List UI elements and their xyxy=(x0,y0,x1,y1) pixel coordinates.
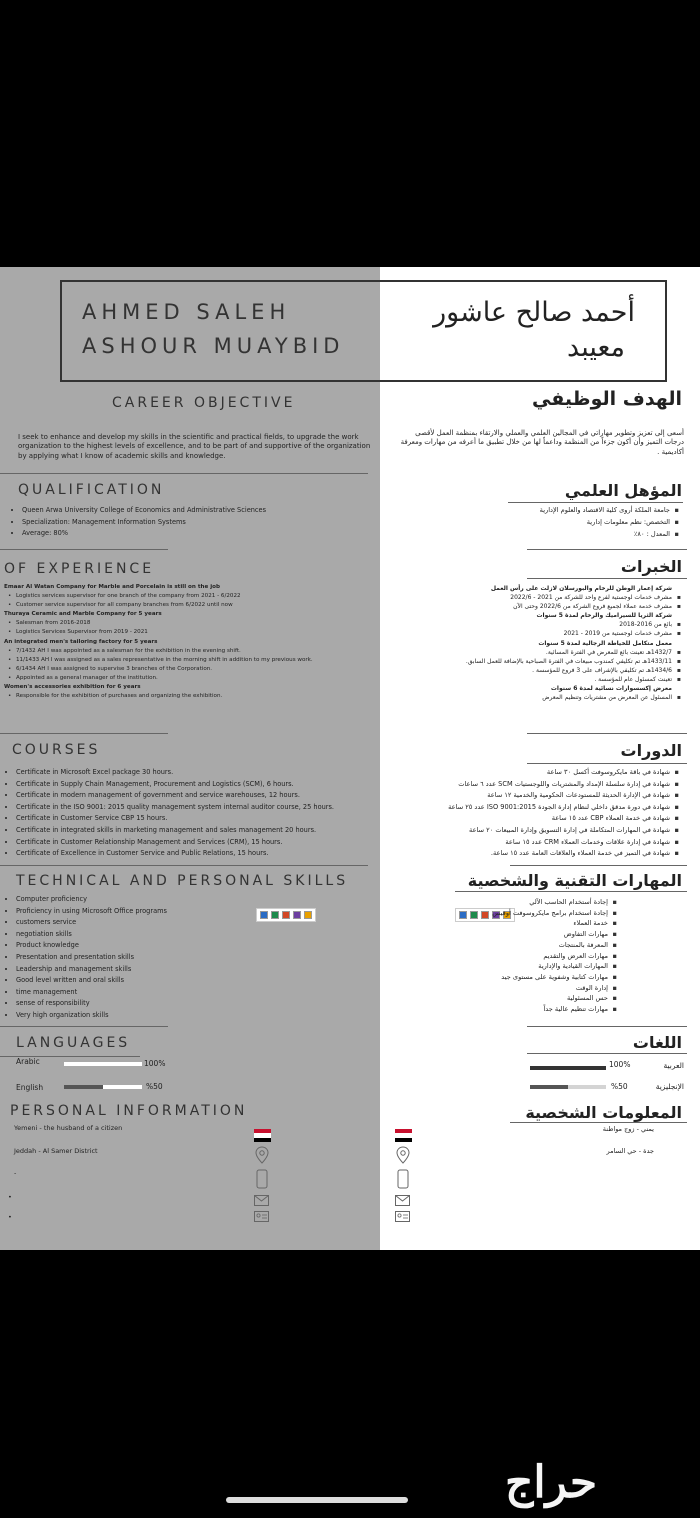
divider xyxy=(510,865,687,866)
divider xyxy=(455,891,687,892)
languages-title-ar: اللغات xyxy=(632,1033,682,1052)
experience-list-en xyxy=(2,583,313,701)
location-pin-icon xyxy=(255,1146,269,1164)
list-item: • Very high organization skills xyxy=(16,1010,167,1022)
list-item: • Certificate in integrated skills in marketing management and sales management 20 hours. xyxy=(16,825,334,837)
divider xyxy=(527,733,687,734)
address-ar: جدة - حي السامر xyxy=(606,1147,654,1155)
career-text-ar: أسعى إلى تعزيز وتطوير مهاراتي في المجالين العلمي والعملي والارتقاء بمنظمة العمل لأقصى درجات التميز وأن أكون جزءاً من المنظمة وداعماً لها من خلال تطبيق ما أعرفه من مهارات ومعرفة أكاديمية . xyxy=(400,429,684,456)
list-item: ▪ 1432/7هـ تعينت بائع للمعرض في الفترة المسائية. xyxy=(466,648,672,657)
language-level: 100% xyxy=(609,1060,631,1069)
list-item: ▪ مهارات التفاوض xyxy=(492,929,608,940)
language-name: الإنجليزية xyxy=(655,1082,684,1091)
list-item: ▪ مشرف خدمة عملاء لجميع فروع الشركة من 2022/6 وحتى الآن xyxy=(466,602,672,611)
experience-title-ar: الخبرات xyxy=(620,557,682,576)
yemen-flag-icon xyxy=(254,1129,271,1142)
list-item: • Good level written and oral skills xyxy=(16,975,167,987)
list-item: • sense of responsibility xyxy=(16,998,167,1010)
list-item: ▪ شهادة في المهارات المتكاملة في إدارة التسويق وإدارة المبيعات ٢٠ ساعة xyxy=(448,825,670,837)
list-item: معرض إكسسوارات نسائية لمدة 6 سنوات xyxy=(550,685,672,693)
divider xyxy=(508,502,683,503)
phone-icon xyxy=(256,1169,268,1189)
list-item: • Computer proficiency xyxy=(16,894,167,906)
language-bar-fill xyxy=(530,1085,568,1089)
office-apps-icon xyxy=(256,908,316,922)
location-pin-icon xyxy=(396,1146,410,1164)
divider xyxy=(527,1026,687,1027)
personal-title-ar: المعلومات الشخصية xyxy=(525,1103,682,1122)
language-level: %50 xyxy=(146,1082,163,1091)
list-item: • 7/1432 AH I was appointed as a salesman for the exhibition in the evening shift. xyxy=(2,647,313,656)
list-item: • time management xyxy=(16,987,167,999)
list-item: • Appointed as a general manager of the institution. xyxy=(2,674,313,683)
list-item: ▪ المهارات القيادية والإدارية xyxy=(492,961,608,972)
name-en-line2: ASHOUR MUAYBID xyxy=(82,334,345,358)
list-item: • negotiation skills xyxy=(16,929,167,941)
address-en: Jeddah - Al Samer District xyxy=(14,1147,98,1155)
list-item: An integrated men's tailoring factory for 5 years xyxy=(4,638,158,645)
list-item: ▪ مشرف خدمات لوجستية لفرع واحد للشركة من 2021 - 2022/6 xyxy=(466,593,672,602)
career-text-en: I seek to enhance and develop my skills in the scientific and practical fields, to upgrade the work organization to the highest levels of excellence, and to be part of and supportive of the organization by applying what I know of academic skills and knowledge. xyxy=(18,433,371,460)
courses-list-ar xyxy=(448,767,682,860)
list-item: ▪ شهادة في خدمة العملاء CBP عدد ١٥ ساعة xyxy=(448,813,670,825)
languages-title-en: LANGUAGES xyxy=(16,1035,131,1051)
resume-page: AHMED SALEH ASHOUR MUAYBID أحمد صالح عاشور معيبد CAREER OBJECTIVE الهدف الوظيفي I seek to enhance and develop my skills in the scientific and practical fields, to upgrade the work organization to the highest levels of excellence, and to be part of and supportive of the organization by applying what I know of academic skills and knowledge. أسعى إلى تعزيز وتطوير مهاراتي في المجالين العلمي والعملي والارتقاء بمنظمة العمل لأقصى درجات التميز وأن أكون جزءاً من المنظمة وداعماً لها من خلال تطبيق ما أعرفه من مهارات ومعرفة أكاديمية . QUALIFICATION المؤهل العلمي • Queen Arwa University College of Economics and Administrative Sciences • Specialization: Management Information Systems • Average: 80% ▪ جامعة الملكة أروى كلية الاقتصاد والعلوم الإدارية ▪ التخصص: نظم معلومات إدارية ▪ المعدل : ٨٠٪ OF EXPERIENCE الخبرات Emaar Al Watan Company for Marble and Porcelain is still on the job • Logistics services supervisor for one branch of the company from 2021 - 6/2022 • Customer service supervisor for all company branches from 6/2022 until now Thuraya Ceramic and Marble Company for 5 years • Salesman from 2016-2018 • Logistics Services Supervisor from 2019 - 2021 An integrated men's tailoring factory for 5 years • 7/1432 AH I was appointed as a salesman for the exhibition in the evening shift. • 11/1433 AH I was assigned as a sales representative in the morning shift in addition to my previous work. • 6/1434 AH I was assigned to supervise 3 branches of the Corporation. • Appointed as a general manager of the institution. Women's accessories exhibition for 6 years • Responsible for the exhibition of purchases and organizing the exhibition. شركة إعمار الوطن للرخام والبورسلان لازلت على رأس العمل ▪ مشرف خدمات لوجستية لفرع واحد للشركة من 2021 - 2022/6 ▪ مشرف خدمة عملاء لجميع فروع الشركة من 2022/6 وحتى الآن شركة الثريا للسيراميك والرخام لمدة 5 سنوات ▪ بائع من 2016-2018 ▪ مشرف خدمات لوجستية من 2019 - 2021 معمل متكامل للخياطة الرجالية لمدة 5 سنوات ▪ 1432/7هـ تعينت بائع للمعرض في الفترة المسائية. ▪ 1433/11هـ تم تكليفي كمندوب مبيعات في الفترة الصباحية بالإضافة للعمل السابق. ▪ 1434/6هـ تم تكليفي بالإشراف على 3 فروع للمؤسسة . ▪ تعينت كمسئول عام للمؤسسة . معرض إكسسوارات نسائية لمدة 6 سنوات ▪ المسئول عن المعرض من مشتريات وتنظيم المعرض COURSES الدورات • Certificate in Microsoft Excel package 30 hours. • Certificate in Supply Chain Management, Procurement and Logistics (SCM), 6 hours. • Certificate in modern management of government and service warehouses, 12 hours. • Certificate in the ISO 9001: 2015 quality management system internal auditor course, 25 hours. • Certificate in Customer Service CBP 15 hours. • Certificate in integrated skills in marketing management and sales management 20 hours. • Certificate in Customer Relationship Management and Services (CRM), 15 hours. • Certificate of Excellence in Customer Service and Public Relations, 15 hours. ▪ شهادة في باقة مايكروسوفت أكسل ٣٠ ساعة ▪ شهادة في إدارة سلسلة الإمداد والمشتريات واللوجستيات SCM عدد ٦ ساعات ▪ شهادة في الإدارة الحديثة للمستودعات الحكومية والخدمية ١٢ ساعة ▪ شهادة في دورة مدقق داخلي لنظام إدارة الجودة ISO 9001:2015 عدد ٢٥ ساعة ▪ شهادة في خدمة العملاء CBP عدد ١٥ ساعة ▪ شهادة في المهارات المتكاملة في إدارة التسويق وإدارة المبيعات ٢٠ ساعة ▪ شهادة في إدارة علاقات وخدمات العملاء CRM عدد ١٥ ساعة ▪ شهادة في التميز في خدمة العملاء والعلاقات العامة عدد ١٥ ساعة. TECHNICAL AND PERSONAL SKILLS المهارات التقنية والشخصية • Computer proficiency • Proficiency in using Microsoft Office programs • customers service • negotiation skills • Product knowledge • Presentation and presentation skills • Leadership and management skills • Good level written and oral skills • time management • sense of responsibility • Very high organization skills ▪ إجادة أستخدام الحاسب الآلي ▪ إجادة استخدام برامج مايكروسوفت أوفيس ▪ خدمة العملاء ▪ مهارات التفاوض ▪ المعرفة بالمنتجات ▪ مهارات العرض والتقديم ▪ المهارات القيادية والإدارية ▪ مهارات كتابية وشفوية على مستوى جيد ▪ إدارة الوقت ▪ حس المسئولية ▪ مهارات تنظيم عالية جداً LANGUAGES اللغات Arabic 100% English %50 100% العربية %50 الإنجليزية PERSONAL INFORMATION المعلومات الشخصية Yemeni - the husband of a citizen Jeddah - Al Samer District - • • يمني - زوج مواطنة جدة - حي السامر xyxy=(0,267,700,1250)
courses-list-en xyxy=(2,767,334,860)
list-item: • Salesman from 2016-2018 xyxy=(2,619,313,628)
list-item: • Certificate in Customer Relationship Management and Services (CRM), 15 hours. xyxy=(16,837,334,849)
skills-title-ar: المهارات التقنية والشخصية xyxy=(467,871,682,890)
list-item: • Certificate in modern management of government and service warehouses, 12 hours. xyxy=(16,790,334,802)
name-ar-line2: معيبد xyxy=(567,332,625,363)
list-item: • 11/1433 AH I was assigned as a sales representative in the morning shift in addition to my previous work. xyxy=(2,656,313,665)
list-item: ▪ مهارات كتابية وشفوية على مستوى جيد xyxy=(492,972,608,983)
haraj-watermark: حراج xyxy=(505,1457,598,1508)
list-item: شركة إعمار الوطن للرخام والبورسلان لازلت على رأس العمل xyxy=(490,585,672,592)
divider xyxy=(527,1053,687,1054)
language-bar-fill xyxy=(64,1062,142,1066)
qualification-title-en: QUALIFICATION xyxy=(18,482,165,498)
language-bar-fill xyxy=(103,1085,142,1089)
divider xyxy=(0,865,368,866)
list-item: ▪ تعينت كمسئول عام للمؤسسة . xyxy=(466,675,672,684)
career-title-en: CAREER OBJECTIVE xyxy=(112,395,296,411)
courses-title-en: COURSES xyxy=(12,742,101,758)
qualification-title-ar: المؤهل العلمي xyxy=(564,481,682,500)
list-item: ▪ جامعة الملكة أروى كلية الاقتصاد والعلوم الإدارية xyxy=(540,505,670,517)
list-item: • Certificate in Customer Service CBP 15 hours. xyxy=(16,813,334,825)
language-name: العربية xyxy=(663,1061,684,1070)
list-item: • Queen Arwa University College of Economics and Administrative Sciences xyxy=(22,505,266,517)
home-indicator[interactable] xyxy=(226,1497,408,1503)
name-box xyxy=(60,280,667,382)
list-item: ▪ مهارات تنظيم عالية جداً xyxy=(492,1004,608,1015)
name-ar-line1: أحمد صالح عاشور xyxy=(433,297,635,328)
qualification-list-ar xyxy=(540,505,682,540)
list-item: ▪ خدمة العملاء xyxy=(492,918,608,929)
experience-title-en: OF EXPERIENCE xyxy=(4,561,155,577)
id-card-icon xyxy=(254,1211,269,1222)
phone-icon xyxy=(397,1169,409,1189)
nationality-en: Yemeni - the husband of a citizen xyxy=(14,1124,123,1132)
list-item: Emaar Al Watan Company for Marble and Porcelain is still on the job xyxy=(4,584,220,590)
list-item: ▪ بائع من 2016-2018 xyxy=(466,620,672,629)
skills-list-en xyxy=(2,894,167,1022)
list-item: • Leadership and management skills xyxy=(16,964,167,976)
list-item: ▪ إدارة الوقت xyxy=(492,983,608,994)
divider xyxy=(0,733,168,734)
language-level: %50 xyxy=(611,1082,628,1091)
experience-list-ar xyxy=(466,584,684,702)
language-name: Arabic xyxy=(16,1057,40,1066)
list-item: ▪ المعدل : ٨٠٪ xyxy=(540,529,670,541)
courses-title-ar: الدورات xyxy=(620,741,682,760)
language-name: English xyxy=(16,1083,44,1092)
list-item: • Average: 80% xyxy=(22,528,266,540)
list-item: Thuraya Ceramic and Marble Company for 5 years xyxy=(4,611,162,618)
list-item: ▪ المعرفة بالمنتجات xyxy=(492,940,608,951)
email-icon xyxy=(395,1195,410,1206)
list-item: ▪ مهارات العرض والتقديم xyxy=(492,951,608,962)
language-bar-fill xyxy=(530,1066,606,1070)
list-item: ▪ التخصص: نظم معلومات إدارية xyxy=(540,517,670,529)
id-card-icon xyxy=(395,1211,410,1222)
name-en-line1: AHMED SALEH xyxy=(82,300,291,324)
divider xyxy=(527,763,687,764)
qualification-list-en xyxy=(8,505,266,540)
list-item: • Certificate in the ISO 9001: 2015 quality management system internal auditor course, 25 hours. xyxy=(16,802,334,814)
divider xyxy=(527,578,687,579)
list-item: • Certificate of Excellence in Customer Service and Public Relations, 15 hours. xyxy=(16,848,334,860)
list-item: ▪ 1433/11هـ تم تكليفي كمندوب مبيعات في الفترة الصباحية بالإضافة للعمل السابق. xyxy=(466,657,672,666)
list-item: • Certificate in Microsoft Excel package 30 hours. xyxy=(16,767,334,779)
list-item: • Logistics Services Supervisor from 2019 - 2021 xyxy=(2,628,313,637)
list-item: ▪ شهادة في الإدارة الحديثة للمستودعات الحكومية والخدمية ١٢ ساعة xyxy=(448,790,670,802)
list-item: ▪ شهادة في دورة مدقق داخلي لنظام إدارة الجودة ISO 9001:2015 عدد ٢٥ ساعة xyxy=(448,802,670,814)
list-item: ▪ حس المسئولية xyxy=(492,993,608,1004)
list-item: ▪ مشرف خدمات لوجستية من 2019 - 2021 xyxy=(466,629,672,638)
divider xyxy=(527,549,687,550)
list-item: • Proficiency in using Microsoft Office programs xyxy=(16,906,167,918)
language-level: 100% xyxy=(144,1059,166,1068)
list-item: معمل متكامل للخياطة الرجالية لمدة 5 سنوات xyxy=(538,639,672,647)
phone-en: - xyxy=(14,1169,17,1177)
list-item: • Customer service supervisor for all company branches from 6/2022 until now xyxy=(2,601,313,610)
divider xyxy=(0,473,368,474)
divider xyxy=(0,549,168,550)
list-item: ▪ شهادة في باقة مايكروسوفت أكسل ٣٠ ساعة xyxy=(448,767,670,779)
personal-title-en: PERSONAL INFORMATION xyxy=(10,1103,248,1119)
list-item: • 6/1434 AH I was assigned to supervise 3 branches of the Corporation. xyxy=(2,665,313,674)
list-item: Women's accessories exhibition for 6 years xyxy=(4,684,141,691)
list-item: ▪ إجادة أستخدام الحاسب الآلي xyxy=(492,897,608,908)
list-item: • Presentation and presentation skills xyxy=(16,952,167,964)
list-item: ▪ شهادة في إدارة سلسلة الإمداد والمشتريات واللوجستيات SCM عدد ٦ ساعات xyxy=(448,779,670,791)
list-item: • Responsible for the exhibition of purchases and organizing the exhibition. xyxy=(2,692,313,701)
skills-title-en: TECHNICAL AND PERSONAL SKILLS xyxy=(16,873,349,889)
email-icon xyxy=(254,1195,269,1206)
list-item: • customers service xyxy=(16,917,167,929)
list-item: ▪ إجادة استخدام برامج مايكروسوفت أوفيس xyxy=(492,908,608,919)
nationality-ar: يمني - زوج مواطنة xyxy=(602,1125,654,1133)
career-title-ar: الهدف الوظيفي xyxy=(532,388,682,410)
list-item: ▪ 1434/6هـ تم تكليفي بالإشراف على 3 فروع للمؤسسة . xyxy=(466,666,672,675)
list-item: • Product knowledge xyxy=(16,940,167,952)
list-item: ▪ شهادة في التميز في خدمة العملاء والعلاقات العامة عدد ١٥ ساعة. xyxy=(448,848,670,860)
skills-list-ar xyxy=(492,897,620,1015)
list-item: ▪ المسئول عن المعرض من مشتريات وتنظيم المعرض xyxy=(466,693,672,702)
list-item: ▪ شهادة في إدارة علاقات وخدمات العملاء CRM عدد ١٥ ساعة xyxy=(448,837,670,849)
divider xyxy=(510,1122,687,1123)
yemen-flag-icon xyxy=(395,1129,412,1142)
list-item: • Logistics services supervisor for one branch of the company from 2021 - 6/2022 xyxy=(2,592,313,601)
list-item: شركة الثريا للسيراميك والرخام لمدة 5 سنوات xyxy=(536,612,672,620)
list-item: • Specialization: Management Information Systems xyxy=(22,517,266,529)
list-item: • Certificate in Supply Chain Management, Procurement and Logistics (SCM), 6 hours. xyxy=(16,779,334,791)
divider xyxy=(0,1026,168,1027)
